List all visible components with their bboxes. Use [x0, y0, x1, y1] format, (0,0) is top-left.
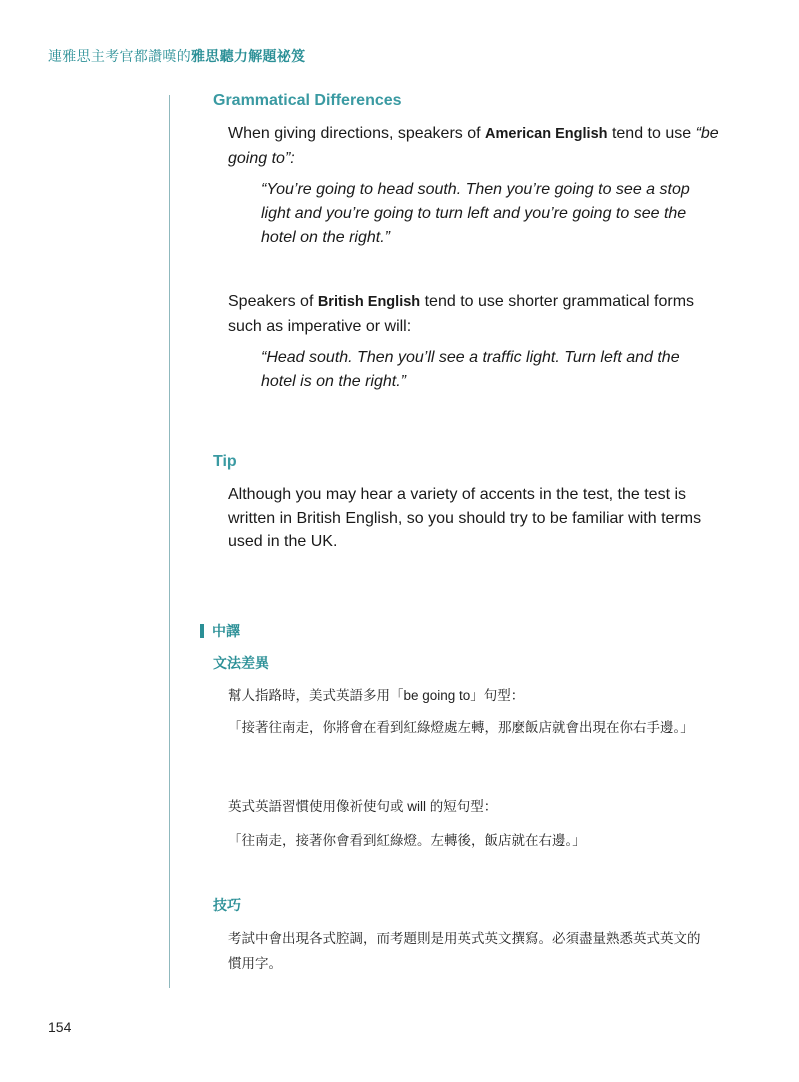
header-title-bold: 雅思聽力解題祕笈 [191, 48, 306, 64]
british-quote: “Head south. Then you’ll see a traffic light. Turn left and the hotel is on the right.” [261, 349, 680, 390]
british-english-paragraph [228, 290, 718, 338]
cn-paragraph-2: 英式英語習慣使用像祈使句或 will 的短句型： [228, 799, 498, 814]
section-label-text: 中譯 [212, 623, 240, 639]
cn-tip-text: 考試中會出現各式腔調，而考題則是用英式英文撰寫。必須盡量熟悉英式英文的慣用字。 [228, 931, 701, 971]
cn-quote-2: 「往南走，接著你會看到紅綠燈。左轉後，飯店就在右邊。」 [228, 833, 586, 848]
running-header [48, 46, 305, 66]
cn-paragraph-1: 幫人指路時，美式英語多用「be going to」句型： [228, 688, 525, 703]
cn-quote-1: 「接著往南走，你將會在看到紅綠燈處左轉，那麼飯店就會出現在你右手邊。」 [228, 720, 694, 735]
margin-rule [169, 95, 170, 988]
section-marker [200, 624, 204, 638]
page-number: 154 [48, 1019, 72, 1035]
p2-post: tend to use shorter grammatical forms such as imperative or will: [228, 293, 695, 335]
american-quote: “You’re going to head south. Then you’re going to see a stop light and you’re going to turn left and you’re going to see the hotel on the right.” [261, 181, 690, 246]
p2-pre: Speakers of [228, 293, 318, 310]
p1-pre: When giving directions, speakers of [228, 125, 486, 142]
american-english-paragraph [228, 122, 728, 170]
cn-grammar-heading: 文法差異 [213, 655, 269, 671]
grammar-heading: Grammatical Differences [213, 92, 402, 109]
p1-post: tend to use [607, 125, 696, 142]
p1-bold: American English [485, 126, 608, 142]
chinese-translation-label [200, 621, 240, 641]
header-title-plain: 連雅思主考官都讚嘆的 [48, 48, 191, 64]
tip-heading: Tip [213, 453, 237, 470]
p1-italic: “be going to”: [228, 125, 719, 167]
cn-tip-heading: 技巧 [213, 897, 241, 913]
p2-bold: British English [317, 294, 421, 310]
tip-text: Although you may hear a variety of accents in the test, the test is written in British English, so you should try to be familiar with terms used in the UK. [228, 486, 702, 550]
